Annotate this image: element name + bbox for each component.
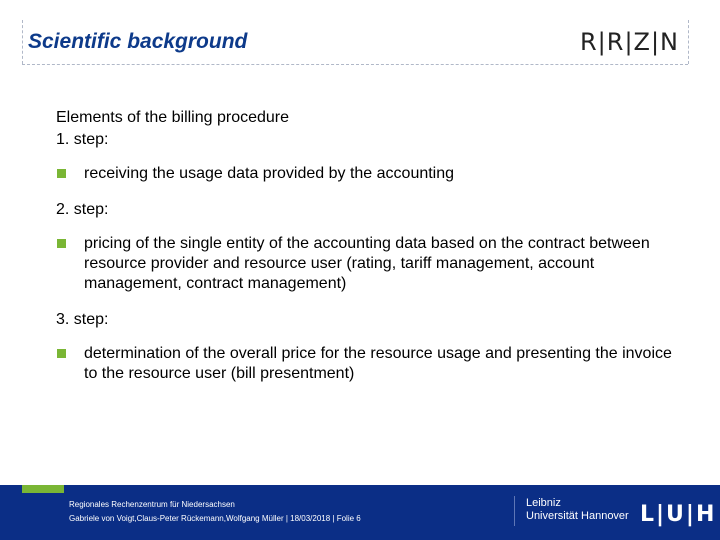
step-2-label: 2. step: (56, 201, 109, 218)
header-rule (22, 64, 688, 65)
step-2-bullet (56, 234, 676, 294)
university-name (526, 497, 629, 523)
bullet-square-icon (57, 349, 66, 358)
step-3-label: 3. step: (56, 311, 109, 328)
university-name-line2: Universität Hannover (526, 510, 629, 522)
luh-logo: L|U|H (640, 502, 717, 527)
step-3-text: determination of the overall price for the resource usage and presenting the invoice to the resource user (bill presentment) (84, 345, 672, 382)
rrzn-logo: R|R|Z|N (580, 28, 680, 56)
step-1-label: 1. step: (56, 131, 109, 148)
content-heading: Elements of the billing procedure (56, 109, 290, 126)
header-rule-left (22, 20, 23, 64)
step-3-bullet (56, 344, 676, 384)
footer-accent (22, 485, 64, 493)
slide-title: Scientific background (28, 30, 248, 53)
footer-institution: Regionales Rechenzentrum für Niedersachsen (69, 500, 235, 509)
header-rule-right (688, 20, 689, 64)
step-2-text: pricing of the single entity of the accounting data based on the contract between resource provider and resource user (rating, tariff management, account management, contract management) (84, 235, 650, 292)
footer-info (69, 498, 361, 526)
footer-divider (514, 496, 515, 526)
university-name-line1: Leibniz (526, 497, 561, 509)
bullet-square-icon (57, 239, 66, 248)
slide-content (56, 108, 676, 384)
footer-authors-date-page: Gabriele von Voigt,Claus-Peter Rückemann,Wolfgang Müller | 18/03/2018 | Folie 6 (69, 514, 361, 523)
step-1-text: receiving the usage data provided by the accounting (84, 165, 455, 182)
bullet-square-icon (57, 169, 66, 178)
step-1-bullet (56, 164, 676, 184)
